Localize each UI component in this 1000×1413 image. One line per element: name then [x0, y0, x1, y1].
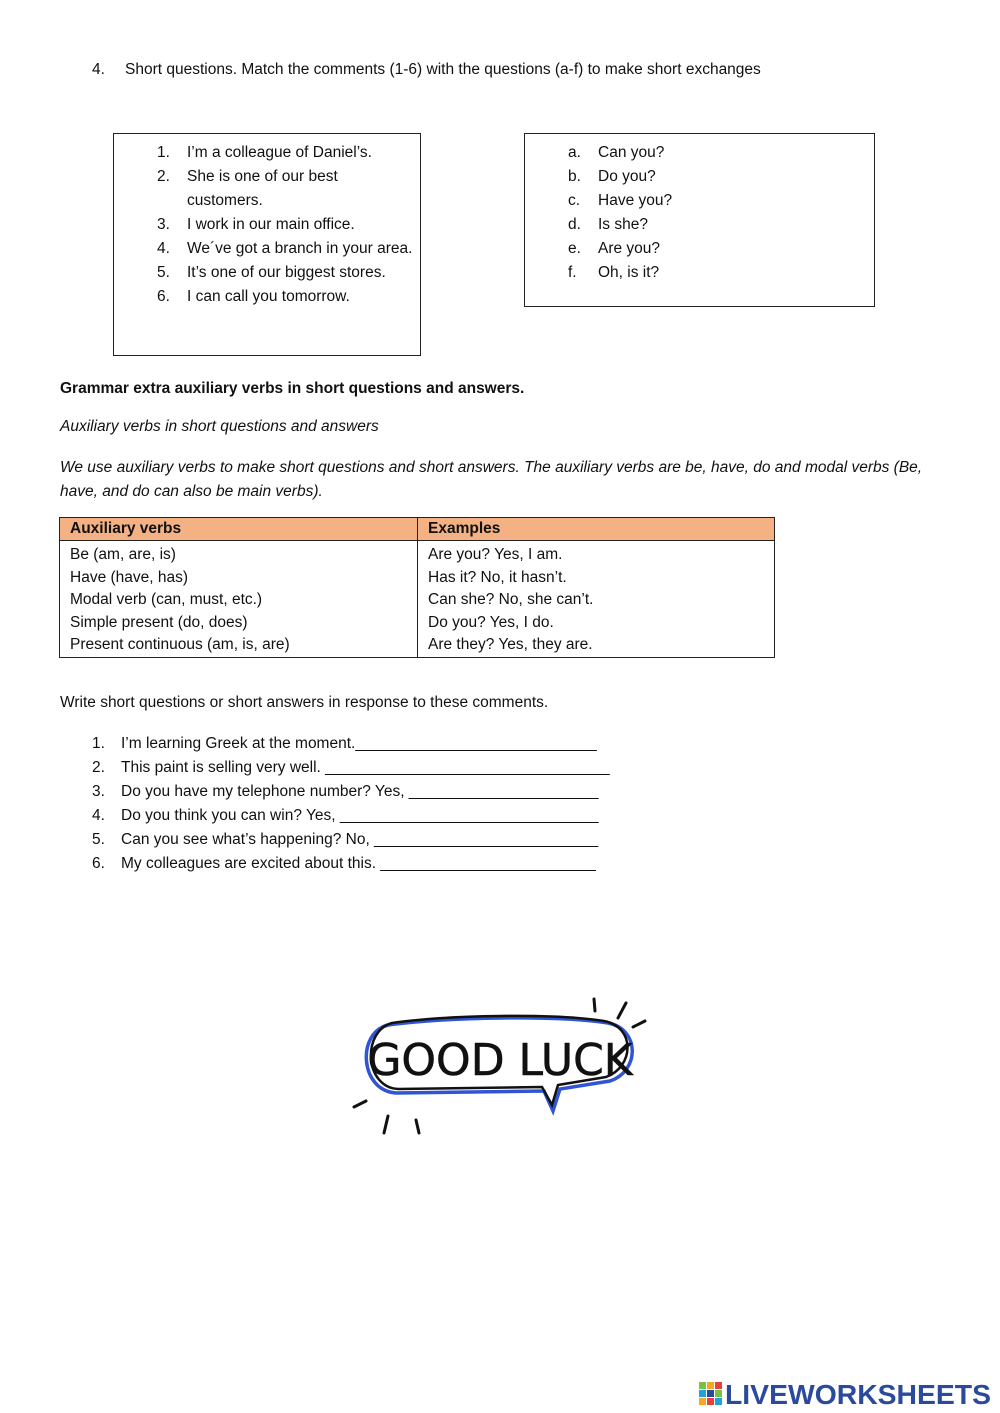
practice-item[interactable]: 5. Can you see what’s happening? No, __________________________ — [92, 831, 599, 848]
liveworksheets-logo — [697, 1375, 997, 1407]
comment-item: 5. It’s one of our biggest stores. — [157, 264, 386, 281]
question-item: e. Are you? — [568, 240, 661, 257]
exercise-instruction-text: Short questions. Match the comments (1-6) with the questions (a-f) to make short exchanges — [125, 61, 761, 78]
liveworksheets-footer[interactable] — [697, 1375, 997, 1407]
grammar-paragraph: We use auxiliary verbs to make short questions and short answers. The auxiliary verbs are be, have, do and modal verbs (Be, have, and do can also be main verbs). — [60, 459, 923, 500]
question-item: d. Is she? — [568, 216, 648, 233]
practice-instruction: Write short questions or short answers in response to these comments. — [60, 694, 549, 711]
good-luck-text: GOOD LUCK — [367, 1035, 633, 1086]
question-item: c. Have you? — [568, 192, 673, 209]
table-row: Have (have, has) Has it? No, it hasn’t. — [60, 567, 775, 590]
liveworksheets-brand: LIVEWORKSHEETS — [725, 1379, 991, 1407]
table-row: Simple present (do, does) Do you? Yes, I do. — [60, 612, 775, 635]
comment-item: 2. She is one of our best customers. — [157, 168, 338, 209]
table-header: Auxiliary verbs — [60, 518, 418, 541]
table-row: Present continuous (am, is, are) Are they? Yes, they are. — [60, 634, 775, 657]
table-row: Modal verb (can, must, etc.) Can she? No, she can’t. — [60, 589, 775, 612]
exercise-number: 4. — [92, 61, 105, 78]
question-item: b. Do you? — [568, 168, 656, 185]
question-item: a. Can you? — [568, 144, 665, 161]
questions-box — [524, 133, 875, 307]
auxiliary-verbs-table — [59, 517, 775, 658]
table-header-row — [60, 518, 775, 541]
comment-item: 1. I’m a colleague of Daniel’s. — [157, 144, 372, 161]
comment-item: 3. I work in our main office. — [157, 216, 355, 233]
practice-list — [92, 732, 610, 876]
good-luck-sticker — [348, 993, 653, 1138]
practice-item[interactable]: 4. Do you think you can win? Yes, ______________________________ — [92, 807, 599, 824]
table-row: Be (am, are, is) Are you? Yes, I am. — [60, 541, 775, 567]
logo-icon — [699, 1382, 722, 1405]
question-item: f. Oh, is it? — [568, 264, 660, 281]
grammar-subtitle: Auxiliary verbs in short questions and answers — [60, 418, 379, 435]
grammar-heading: Grammar extra auxiliary verbs in short questions and answers. — [60, 380, 525, 397]
exercise-instruction — [92, 61, 761, 79]
practice-item[interactable]: 6. My colleagues are excited about this. _________________________ — [92, 855, 596, 872]
practice-item[interactable]: 1. I’m learning Greek at the moment.____________________________ — [92, 735, 597, 752]
comment-item: 6. I can call you tomorrow. — [157, 288, 350, 305]
comments-box — [113, 133, 421, 356]
table-header: Examples — [418, 518, 775, 541]
comment-item: 4. We´ve got a branch in your area. — [157, 240, 413, 257]
practice-item[interactable]: 3. Do you have my telephone number? Yes, ______________________ — [92, 783, 599, 800]
practice-item[interactable]: 2. This paint is selling very well. _________________________________ — [92, 759, 610, 776]
